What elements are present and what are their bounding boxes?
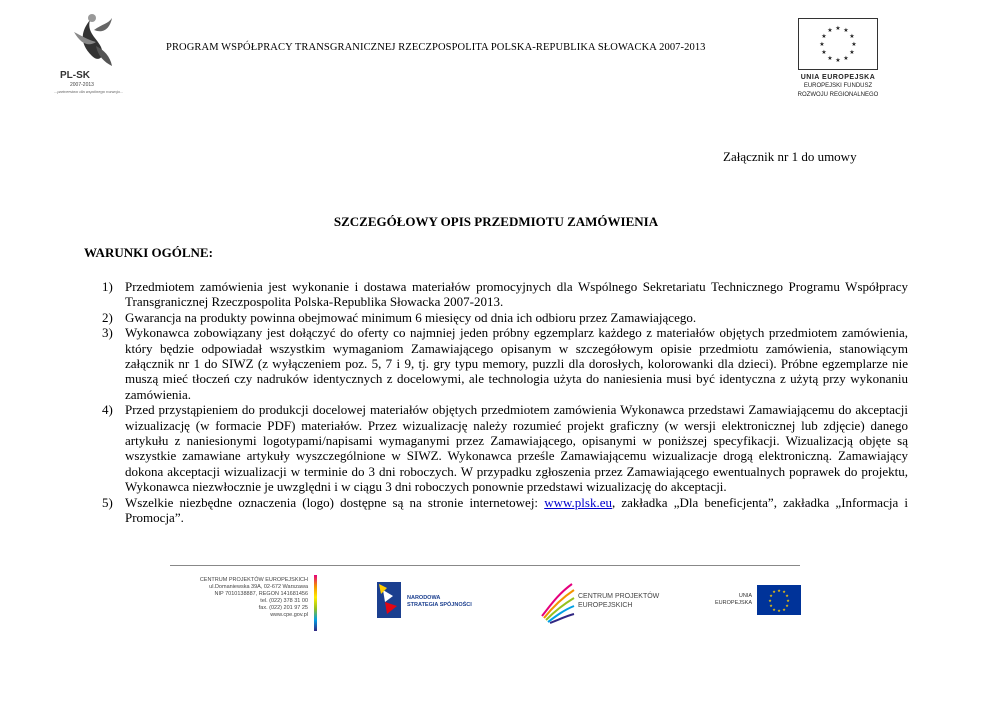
- svg-text:★: ★: [777, 608, 781, 613]
- plsk-figure-icon: [52, 12, 130, 72]
- cpe-color-bar: [314, 575, 317, 631]
- nss-logo: [373, 580, 483, 620]
- svg-text:★: ★: [769, 593, 773, 598]
- condition-item: [102, 495, 908, 526]
- condition-item: [102, 325, 908, 402]
- document-title: SZCZEGÓŁOWY OPIS PRZEDMIOTU ZAMÓWIENIA: [333, 214, 659, 229]
- svg-text:★: ★: [843, 27, 849, 34]
- cpe-address-line: tel. (022) 378 31 00: [260, 598, 308, 604]
- condition-number: 1): [102, 279, 113, 294]
- cpe-logo-line1: CENTRUM PROJEKTÓW: [578, 593, 660, 600]
- svg-text:★: ★: [772, 607, 776, 612]
- condition-item: [102, 279, 908, 310]
- condition-text: Gwarancja na produkty powinna obejmować minimum 6 miesięcy od dnia ich odbioru przez Zamawiającego.: [125, 309, 697, 325]
- condition-text: Przed przystąpieniem do produkcji docelowej materiałów objętych przedmiotem zamówienia Wykonawca przedstawi Zamawiającemu do akceptacji wizualizację (w formacie PDF) materiałów. Przez wizualizację należy rozumieć projekt graficzny (w wersji elektronicznej lub zdjęcie) danego artykułu z naniesionymi logotypami/napisami wymaganymi przez Zamawiającego, opisanymi w poniższej specyfikacji. Wizualizacją objęte są wszystkie zamawiane artykuły wyszczególnione w SIWZ. Wykonawca prześle Zamawiającemu wizualizacje drogą elektroniczną. Zamawiający dokona akceptacji wizualizacji w terminie do 3 dni roboczych. W przypadku zgłoszenia przez Zamawiającego ewentualnych poprawek do projektu, Wykonawca niezwłocznie je uwzględni i w ciągu 3 dni roboczych ponownie przedstawi wizualizację do akceptacji.: [125, 402, 908, 495]
- condition-item: [102, 402, 908, 494]
- svg-text:★: ★: [769, 603, 773, 608]
- condition-number: 3): [102, 325, 113, 341]
- plsk-logo-text: PL-SK: [60, 70, 90, 81]
- nss-text-line1: NARODOWA: [407, 595, 441, 601]
- eu-flag-icon: [757, 585, 801, 615]
- svg-text:★: ★: [851, 41, 857, 48]
- cpe-address-line: NIP 7010138887, REGON 141681456: [214, 591, 308, 597]
- eu-bottom-line1: UNIA: [738, 593, 752, 599]
- svg-text:★: ★: [849, 33, 855, 40]
- eu-label-line2: EUROPEJSKI FUNDUSZ: [803, 83, 873, 89]
- eu-label-line1: UNIA EUROPEJSKA: [800, 74, 876, 81]
- condition-number: 2): [102, 309, 113, 325]
- svg-text:★: ★: [827, 27, 833, 34]
- cpe-address-block: [170, 577, 308, 619]
- cpe-address-line: ul.Domaniewska 39A, 02-672 Warszawa: [209, 584, 308, 590]
- conditions-list: [102, 279, 908, 526]
- svg-text:★: ★: [782, 589, 786, 594]
- plsk-logo-tagline: ...partnerstwo dla wspólnego rozwoju...: [54, 89, 124, 94]
- eu-label-line3: ROZWOJU REGIONALNEGO: [797, 92, 879, 98]
- svg-text:★: ★: [768, 598, 772, 603]
- condition-text-before: Wszelkie niezbędne oznaczenia (logo) dostępne są na stronie internetowej:: [125, 494, 545, 510]
- condition-text: Wykonawca zobowiązany jest dołączyć do oferty co najmniej jeden próbny egzemplarz każdego z materiałów objętych przedmiotem zamówienia, który będzie odpowiadał wszystkim wymaganiom Zamawiającego opisanym w szczegółowym opisie przedmiotu zamówienia, stanowiącym załącznik nr 1 do SIWZ (z wyłączeniem poz. 5, 7 i 9, tj. gry typu memory, puzzli dla dorosłych, kolorowanki dla dzieci). Próbne egzemplarze nie muszą mieć tłoczeń czy nadruków identycznych z docelowymi, ale technologia użyta do naniesienia musi być identyczna z użytą przy wykonaniu zamówienia.: [125, 325, 908, 402]
- condition-text: Przedmiotem zamówienia jest wykonanie i dostawa materiałów promocyjnych dla Wspólnego Sekretariatu Technicznego Programu Współpracy Transgranicznej Rzeczpospolita Polska-Republika Słowacka 2007-2013.: [125, 279, 908, 310]
- plsk-logo-years: 2007-2013: [70, 82, 94, 88]
- plsk-program-logo: [52, 12, 130, 94]
- svg-text:★: ★: [835, 57, 841, 64]
- svg-text:★: ★: [827, 55, 833, 62]
- eu-logo-bottom: [712, 585, 804, 615]
- svg-text:★: ★: [821, 49, 827, 56]
- svg-text:★: ★: [785, 603, 789, 608]
- eu-stars-icon: [808, 22, 868, 66]
- nss-emblem-icon: [373, 580, 405, 620]
- nss-text-line2: STRATEGIA SPÓJNOŚCI: [407, 602, 472, 608]
- cpe-logo-line2: EUROPEJSKICH: [578, 601, 633, 609]
- condition-number: 4): [102, 402, 113, 418]
- svg-text:★: ★: [835, 25, 841, 32]
- section-title: WARUNKI OGÓLNE:: [84, 245, 213, 260]
- svg-text:★: ★: [819, 41, 825, 48]
- svg-text:★: ★: [821, 33, 827, 40]
- condition-item: [102, 310, 908, 325]
- program-title: PROGRAM WSPÓŁPRACY TRANSGRANICZNEJ RZECZPOSPOLITA POLSKA-REPUBLIKA SŁOWACKA 2007-2013: [166, 42, 706, 53]
- footer-divider: [170, 565, 800, 566]
- cpe-logo: [540, 580, 670, 624]
- svg-text:★: ★: [782, 607, 786, 612]
- cpe-address-line: CENTRUM PROJEKTÓW EUROPEJSKICH: [199, 577, 308, 583]
- cpe-address-line: fax. (022) 201 97 25: [258, 605, 308, 611]
- svg-text:★: ★: [772, 589, 776, 594]
- svg-text:★: ★: [843, 55, 849, 62]
- svg-text:★: ★: [777, 588, 781, 593]
- plsk-website-link[interactable]: www.plsk.eu: [544, 494, 612, 510]
- eu-bottom-line2: EUROPEJSKA: [715, 600, 752, 606]
- eu-logo-top: [798, 18, 878, 100]
- cpe-swoosh-icon: [540, 580, 576, 624]
- eu-bottom-stars-icon: [757, 585, 801, 615]
- condition-number: 5): [102, 494, 113, 510]
- svg-text:★: ★: [785, 593, 789, 598]
- cpe-address-line: www.cpe.gov.pl: [270, 612, 308, 618]
- svg-text:★: ★: [786, 598, 790, 603]
- condition-text-after: , zakładka „Dla beneficjenta”, zakładka „Informacja i Promocja”.: [125, 494, 908, 526]
- svg-text:★: ★: [849, 49, 855, 56]
- eu-flag-box: [798, 18, 878, 70]
- annex-label: Załącznik nr 1 do umowy: [723, 149, 857, 164]
